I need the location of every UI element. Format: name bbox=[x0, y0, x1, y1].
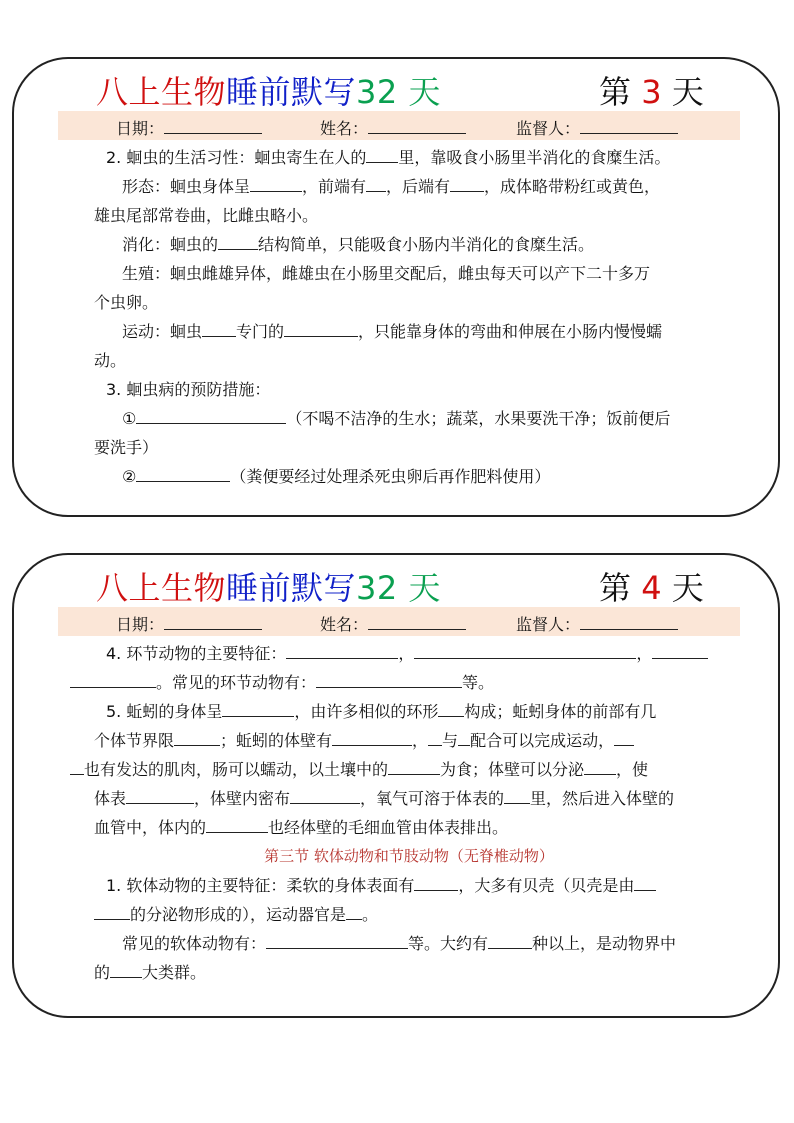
fill-blank[interactable] bbox=[504, 786, 530, 804]
date-field bbox=[116, 116, 262, 139]
text-line: 消化：蛔虫的 结构简单，只能吸食小肠内半消化的食糜生活。 bbox=[64, 230, 754, 259]
info-bar bbox=[58, 607, 740, 636]
fill-blank[interactable] bbox=[584, 757, 616, 775]
fill-blank[interactable] bbox=[316, 670, 462, 688]
fill-blank[interactable] bbox=[284, 319, 358, 337]
text-line: 。常见的环节动物有： 等。 bbox=[64, 668, 754, 697]
supervisor-label: 监督人： bbox=[516, 119, 581, 138]
text-line: ② （粪便要经过处理杀死虫卵后再作肥料使用） bbox=[64, 462, 754, 491]
fill-blank[interactable] bbox=[110, 960, 142, 978]
fill-blank[interactable] bbox=[136, 464, 230, 482]
text-line: 的分泌物形成的），运动器官是 。 bbox=[64, 900, 754, 929]
date-field bbox=[116, 612, 262, 635]
supervisor-label: 监督人： bbox=[516, 615, 581, 634]
text-line: 个虫卵。 bbox=[94, 293, 159, 312]
fill-blank[interactable] bbox=[70, 757, 84, 775]
text-line: 体表 ，体壁内密布 ，氧气可溶于体表的 里，然后进入体壁的 bbox=[64, 784, 754, 813]
fill-blank[interactable] bbox=[366, 145, 398, 163]
text-line: ① （不喝不洁净的生水；蔬菜，水果要洗干净；饭前便后 bbox=[64, 404, 754, 433]
fill-blank[interactable] bbox=[286, 641, 398, 659]
fill-blank[interactable] bbox=[70, 670, 156, 688]
fill-blank[interactable] bbox=[414, 641, 636, 659]
name-blank[interactable] bbox=[368, 614, 466, 630]
fill-blank[interactable] bbox=[346, 902, 362, 920]
text-line: 常见的软体动物有： 等。大约有 种以上，是动物界中 bbox=[64, 929, 754, 958]
text-line: 动。 bbox=[94, 351, 127, 370]
card-header bbox=[14, 67, 778, 111]
day-label: 第 3 天 bbox=[599, 73, 704, 111]
fill-blank[interactable] bbox=[614, 728, 634, 746]
text-line: 5. 蚯蚓的身体呈 ，由许多相似的环形 构成；蚯蚓身体的前部有几 bbox=[64, 697, 754, 726]
card-title: 八上生物睡前默写32 天 bbox=[96, 569, 441, 607]
supervisor-field bbox=[516, 116, 678, 139]
fill-blank[interactable] bbox=[458, 728, 470, 746]
text-line: 4. 环节动物的主要特征： ， ， bbox=[64, 639, 754, 668]
fill-blank[interactable] bbox=[652, 641, 708, 659]
name-label: 姓名： bbox=[320, 119, 369, 138]
fill-blank[interactable] bbox=[428, 728, 442, 746]
card-header bbox=[14, 563, 778, 607]
text-line: 1. 软体动物的主要特征：柔软的身体表面有 ，大多有贝壳（贝壳是由 bbox=[64, 871, 754, 900]
date-blank[interactable] bbox=[164, 614, 262, 630]
fill-blank[interactable] bbox=[388, 757, 440, 775]
name-field bbox=[320, 612, 466, 635]
card-title: 八上生物睡前默写32 天 bbox=[96, 73, 441, 111]
day-label: 第 4 天 bbox=[599, 569, 704, 607]
fill-blank[interactable] bbox=[174, 728, 220, 746]
fill-blank[interactable] bbox=[438, 699, 464, 717]
worksheet-card-day-4 bbox=[12, 553, 780, 1018]
fill-blank[interactable] bbox=[126, 786, 194, 804]
fill-blank[interactable] bbox=[488, 931, 532, 949]
card-content bbox=[64, 639, 754, 987]
fill-blank[interactable] bbox=[136, 406, 286, 424]
date-blank[interactable] bbox=[164, 118, 262, 134]
name-field bbox=[320, 116, 466, 139]
worksheet-card-day-3 bbox=[12, 57, 780, 517]
fill-blank[interactable] bbox=[290, 786, 360, 804]
fill-blank[interactable] bbox=[250, 174, 302, 192]
text-line: 个体节界限 ；蚯蚓的体壁有 ， 与 配合可以完成运动， bbox=[64, 726, 754, 755]
fill-blank[interactable] bbox=[332, 728, 412, 746]
section-heading: 第三节 软体动物和节肢动物（无脊椎动物） bbox=[264, 847, 554, 865]
name-label: 姓名： bbox=[320, 615, 369, 634]
fill-blank[interactable] bbox=[218, 232, 258, 250]
date-label: 日期： bbox=[116, 119, 165, 138]
card-content bbox=[64, 143, 754, 491]
fill-blank[interactable] bbox=[222, 699, 294, 717]
text-line: 也有发达的肌肉，肠可以蠕动，以土壤中的 为食；体壁可以分泌 ，使 bbox=[64, 755, 754, 784]
text-line: 生殖：蛔虫雌雄异体，雌雄虫在小肠里交配后，雌虫每天可以产下二十多万 bbox=[122, 264, 651, 283]
fill-blank[interactable] bbox=[634, 873, 656, 891]
fill-blank[interactable] bbox=[94, 902, 130, 920]
fill-blank[interactable] bbox=[202, 319, 236, 337]
text-line: 雄虫尾部常卷曲，比雌虫略小。 bbox=[94, 206, 319, 225]
fill-blank[interactable] bbox=[206, 815, 268, 833]
text-line: 的 大类群。 bbox=[64, 958, 754, 987]
text-line: 2. 蛔虫的生活习性：蛔虫寄生在人的 里，靠吸食小肠里半消化的食糜生活。 bbox=[64, 143, 754, 172]
fill-blank[interactable] bbox=[266, 931, 408, 949]
fill-blank[interactable] bbox=[450, 174, 484, 192]
supervisor-blank[interactable] bbox=[580, 118, 678, 134]
date-label: 日期： bbox=[116, 615, 165, 634]
text-line: 要洗手） bbox=[94, 438, 159, 457]
text-line: 3. 蛔虫病的预防措施： bbox=[106, 380, 271, 399]
text-line: 形态：蛔虫身体呈 ，前端有 ，后端有 ，成体略带粉红或黄色， bbox=[64, 172, 754, 201]
fill-blank[interactable] bbox=[366, 174, 386, 192]
text-line: 血管中，体内的 也经体壁的毛细血管由体表排出。 bbox=[64, 813, 754, 842]
supervisor-field bbox=[516, 612, 678, 635]
text-line: 运动：蛔虫 专门的 ，只能靠身体的弯曲和伸展在小肠内慢慢蠕 bbox=[64, 317, 754, 346]
info-bar bbox=[58, 111, 740, 140]
supervisor-blank[interactable] bbox=[580, 614, 678, 630]
name-blank[interactable] bbox=[368, 118, 466, 134]
fill-blank[interactable] bbox=[414, 873, 458, 891]
